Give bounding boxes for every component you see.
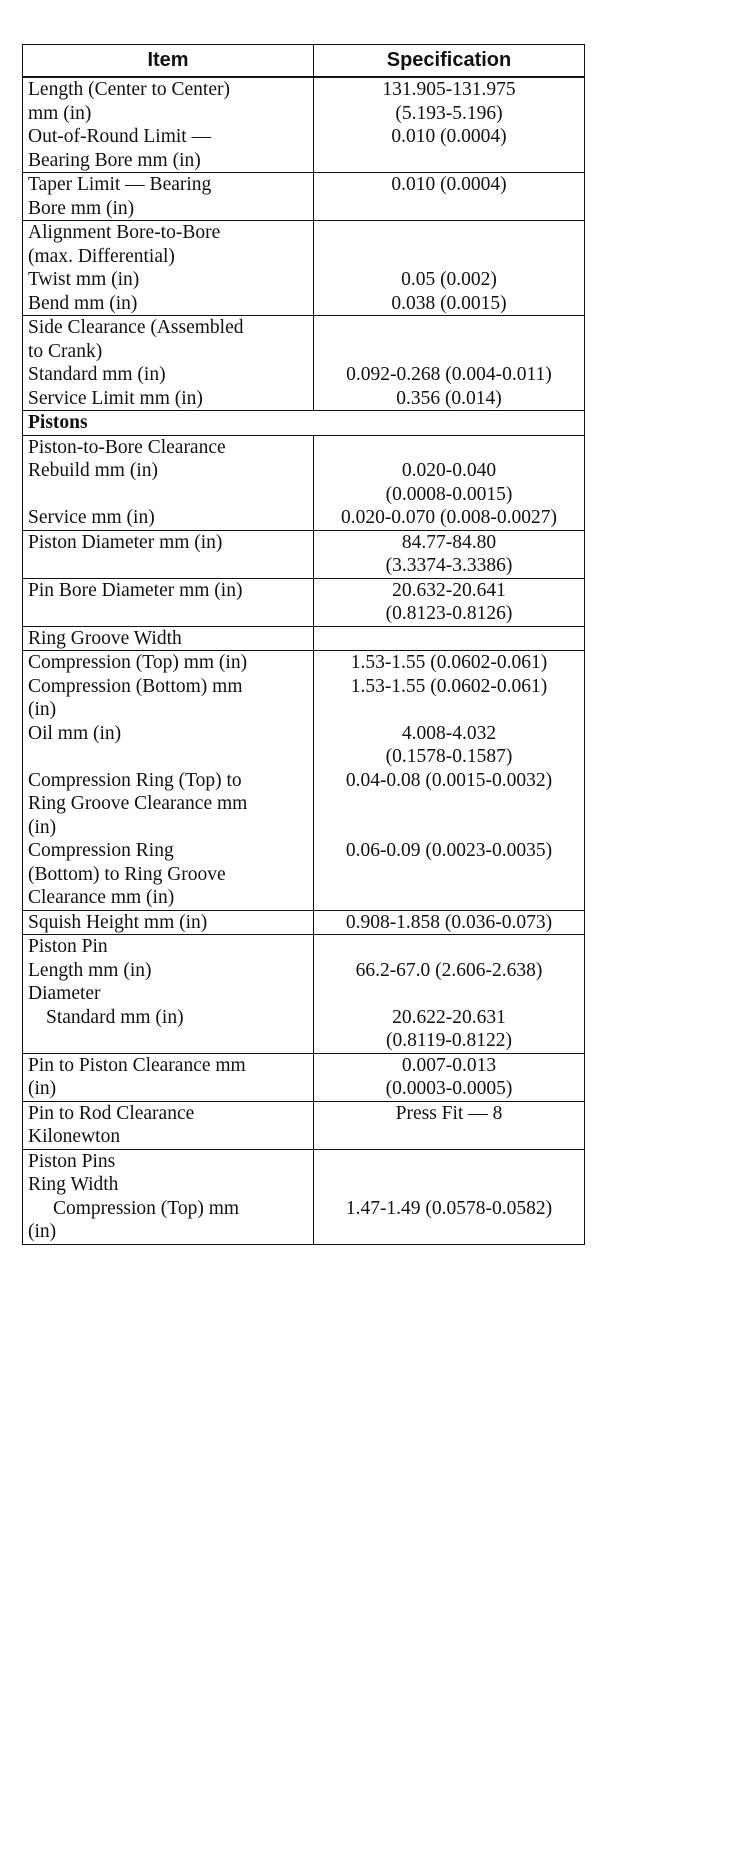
item-line: (in)	[28, 1078, 57, 1099]
table-body	[23, 77, 585, 1244]
spec-line: 20.622-20.631	[392, 1006, 506, 1028]
table-row	[23, 221, 585, 316]
item-cell	[23, 435, 314, 530]
spec-line	[314, 935, 584, 959]
spec-line: (0.8119-0.8122)	[385, 1030, 512, 1051]
spec-line: (5.193-5.196)	[395, 102, 503, 124]
item-line: Compression (Bottom) mm	[28, 675, 243, 697]
spec-line: 66.2-67.0 (2.606-2.638)	[355, 959, 543, 981]
item-cell	[23, 1101, 314, 1149]
spec-line: 0.04-0.08 (0.0015-0.0032)	[345, 769, 553, 791]
spec-line	[314, 1150, 584, 1174]
item-line: mm (in)	[28, 102, 92, 124]
spec-line: 0.007-0.013	[401, 1054, 497, 1076]
spec-line: 0.010 (0.0004)	[391, 126, 507, 147]
spec-cell	[314, 1101, 585, 1149]
spec-line	[314, 1173, 584, 1197]
item-cell	[23, 1149, 314, 1244]
item-line	[23, 554, 313, 578]
item-line: Bend mm (in)	[28, 292, 138, 314]
spec-table	[22, 44, 585, 1245]
table-row	[23, 1101, 585, 1149]
spec-cell	[314, 221, 585, 316]
spec-line	[314, 316, 584, 340]
item-line: Taper Limit — Bearing	[28, 174, 212, 195]
item-line: Ring Width	[28, 1174, 119, 1195]
spec-cell	[314, 435, 585, 530]
spec-line	[314, 792, 584, 816]
section-row	[23, 411, 585, 436]
spec-line: 131.905-131.975	[382, 79, 516, 100]
spec-cell	[314, 1053, 585, 1101]
item-line: Ring Groove Width	[28, 627, 182, 649]
item-cell	[23, 626, 314, 651]
item-cell	[23, 578, 314, 626]
item-line: Rebuild mm (in)	[28, 460, 158, 481]
spec-line: 1.53-1.55 (0.0602-0.061)	[350, 675, 548, 697]
spec-cell	[314, 173, 585, 221]
spec-cell	[314, 316, 585, 411]
spec-cell	[314, 651, 585, 911]
item-line: (Bottom) to Ring Groove	[28, 863, 226, 885]
item-line: to Crank)	[28, 340, 103, 362]
item-cell	[23, 651, 314, 911]
item-line	[23, 602, 313, 626]
spec-line	[314, 627, 584, 651]
item-line: Out-of-Round Limit —	[28, 126, 212, 147]
item-line	[23, 1029, 313, 1053]
item-line: Compression (Top) mm	[53, 1197, 240, 1219]
spec-line	[314, 886, 584, 910]
item-line: (in)	[28, 699, 57, 720]
item-line: Alignment Bore-to-Bore	[28, 222, 221, 243]
table-row	[23, 316, 585, 411]
item-line: Pin to Piston Clearance mm	[28, 1054, 246, 1076]
item-cell	[23, 77, 314, 173]
spec-line	[314, 340, 584, 364]
table-row	[23, 626, 585, 651]
table-row	[23, 578, 585, 626]
item-line: Piston-to-Bore Clearance	[28, 436, 226, 458]
item-line: Bore mm (in)	[28, 197, 135, 219]
spec-line	[314, 197, 584, 221]
spec-line	[314, 436, 584, 460]
spec-line: 0.06-0.09 (0.0023-0.0035)	[345, 840, 553, 861]
item-line: (in)	[28, 1221, 57, 1242]
item-cell	[23, 530, 314, 578]
column-header-specification: Specification	[314, 45, 585, 78]
table-row	[23, 1053, 585, 1101]
spec-line: (0.1578-0.1587)	[385, 746, 513, 767]
spec-line: 0.020-0.040	[401, 460, 497, 481]
item-line: Clearance mm (in)	[28, 887, 175, 908]
spec-line	[314, 863, 584, 887]
spec-line: 0.092-0.268 (0.004-0.011)	[346, 364, 552, 385]
item-line: Squish Height mm (in)	[28, 911, 208, 933]
spec-line	[314, 245, 584, 269]
spec-cell	[314, 935, 585, 1054]
spec-line	[314, 982, 584, 1006]
item-line: Pin to Rod Clearance	[28, 1102, 195, 1124]
item-line: Standard mm (in)	[28, 364, 166, 385]
spec-line	[314, 698, 584, 722]
table-row	[23, 77, 585, 173]
spec-line	[314, 816, 584, 840]
item-line: Ring Groove Clearance mm	[28, 793, 248, 814]
item-line: Piston Diameter mm (in)	[28, 531, 223, 553]
spec-line: (0.8123-0.8126)	[385, 603, 513, 624]
table-row	[23, 1149, 585, 1244]
item-line: Oil mm (in)	[28, 722, 122, 744]
table-row	[23, 910, 585, 935]
spec-cell	[314, 1149, 585, 1244]
item-line: Kilonewton	[28, 1126, 121, 1147]
table-header-row	[23, 45, 585, 78]
section-title: Pistons	[28, 412, 88, 433]
spec-line: 0.908-1.858 (0.036-0.073)	[345, 911, 553, 933]
spec-line: 0.05 (0.002)	[401, 269, 497, 290]
table-row	[23, 435, 585, 530]
spec-line: 20.632-20.641	[392, 579, 506, 601]
item-cell	[23, 316, 314, 411]
item-line: Piston Pins	[28, 1150, 116, 1172]
spec-line: (3.3374-3.3386)	[385, 555, 513, 576]
item-cell	[23, 173, 314, 221]
spec-cell	[314, 77, 585, 173]
spec-cell	[314, 910, 585, 935]
spec-cell	[314, 530, 585, 578]
spec-line	[314, 1125, 584, 1149]
table-row	[23, 935, 585, 1054]
item-line	[23, 483, 313, 507]
item-cell	[23, 221, 314, 316]
spec-line: (0.0008-0.0015)	[385, 483, 513, 505]
item-cell	[23, 1053, 314, 1101]
spec-line: 0.020-0.070 (0.008-0.0027)	[340, 507, 558, 528]
item-line: Compression Ring (Top) to	[28, 769, 242, 791]
spec-line: 0.010 (0.0004)	[391, 174, 507, 195]
item-line: (max. Differential)	[28, 245, 175, 267]
spec-line: 1.53-1.55 (0.0602-0.061)	[350, 652, 548, 673]
item-line: Piston Pin	[28, 936, 108, 957]
spec-cell	[314, 578, 585, 626]
item-line	[23, 745, 313, 769]
spec-line: (0.0003-0.0005)	[385, 1078, 513, 1099]
item-line: Length mm (in)	[28, 959, 152, 981]
item-line: Compression Ring	[28, 840, 174, 861]
spec-line	[314, 221, 584, 245]
spec-line: 4.008-4.032	[401, 722, 497, 744]
item-line: Service mm (in)	[28, 507, 155, 528]
spec-cell	[314, 626, 585, 651]
item-line: Side Clearance (Assembled	[28, 317, 244, 338]
spec-line	[314, 1220, 584, 1244]
column-header-item: Item	[23, 45, 314, 78]
item-line: Diameter	[28, 983, 101, 1004]
spec-line: 0.356 (0.014)	[396, 387, 502, 409]
item-line: Compression (Top) mm (in)	[28, 652, 248, 673]
spec-line: Press Fit — 8	[395, 1102, 503, 1124]
item-line: (in)	[28, 816, 57, 838]
item-line: Standard mm (in)	[46, 1006, 184, 1028]
spec-line: 1.47-1.49 (0.0578-0.0582)	[345, 1197, 553, 1219]
item-line: Length (Center to Center)	[28, 79, 230, 100]
item-line: Bearing Bore mm (in)	[28, 149, 201, 171]
item-line: Service Limit mm (in)	[28, 387, 203, 409]
item-cell	[23, 935, 314, 1054]
item-line: Twist mm (in)	[28, 269, 140, 290]
table-row	[23, 530, 585, 578]
spec-line	[314, 149, 584, 173]
table-row	[23, 173, 585, 221]
item-line: Pin Bore Diameter mm (in)	[28, 579, 243, 601]
spec-line: 84.77-84.80	[401, 531, 497, 553]
table-row	[23, 651, 585, 911]
item-cell	[23, 910, 314, 935]
spec-line: 0.038 (0.0015)	[391, 292, 507, 314]
